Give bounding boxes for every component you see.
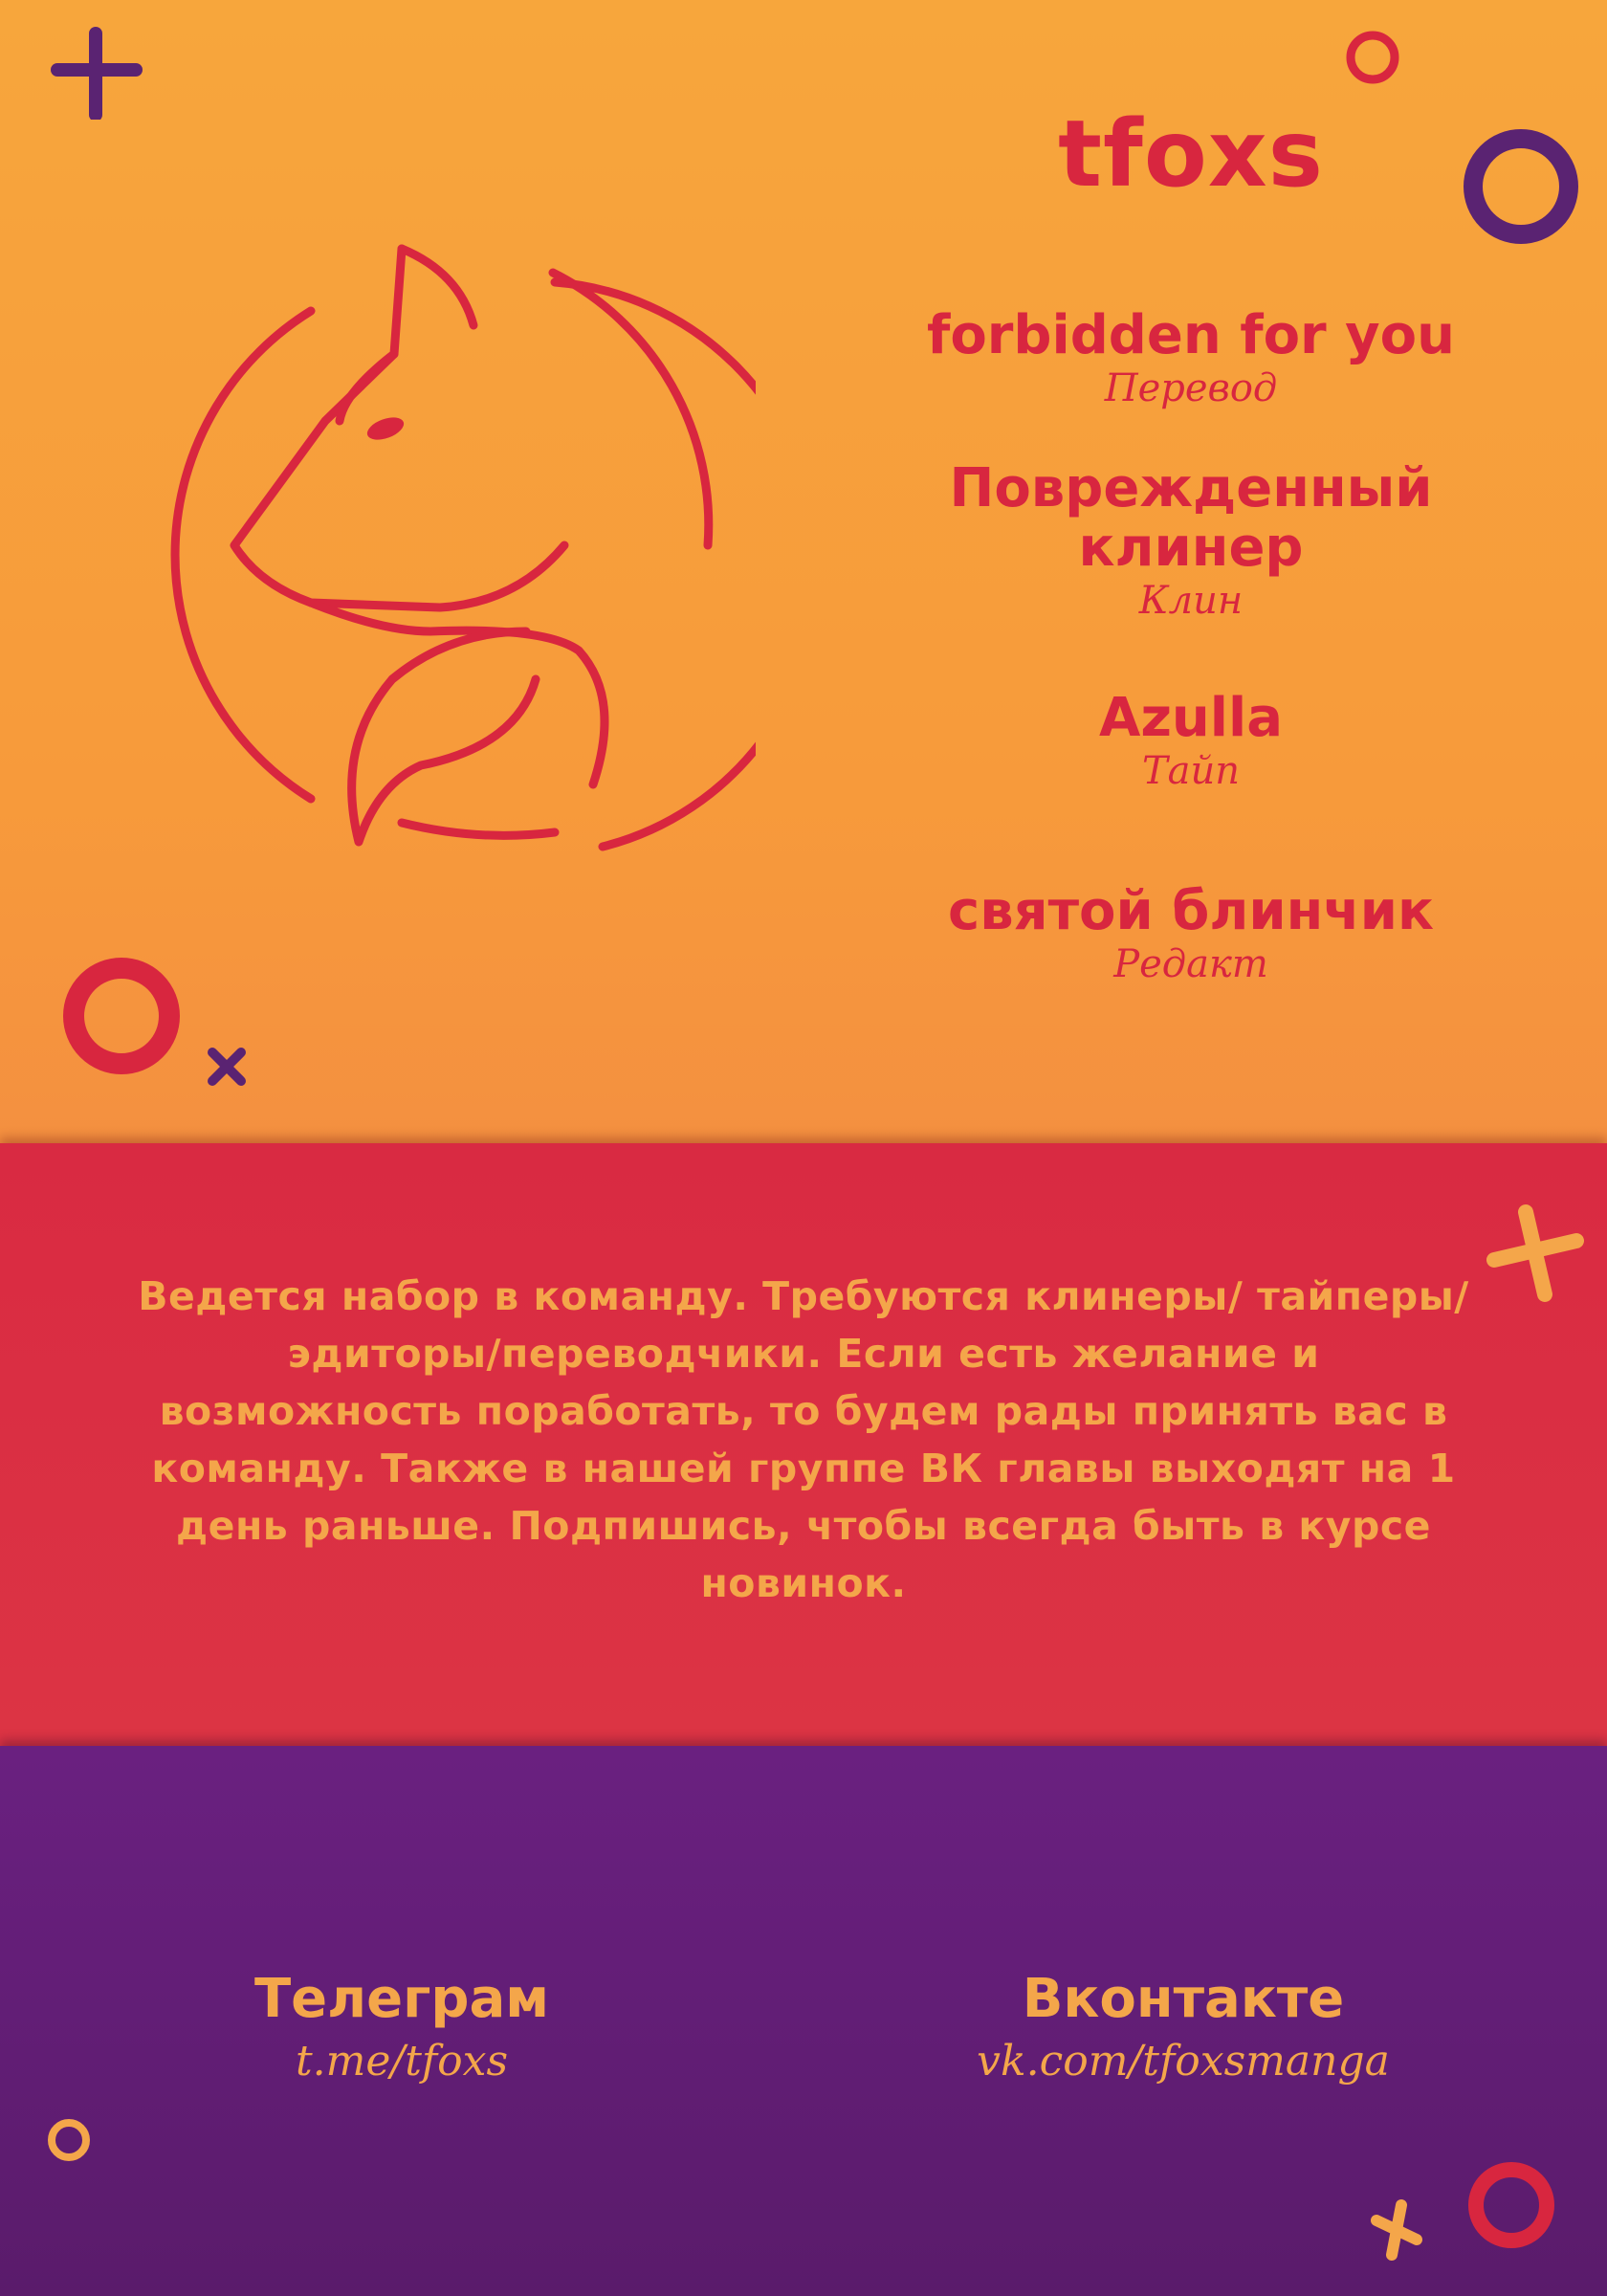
telegram-link[interactable]: t.me/tfoxs <box>295 2037 509 2086</box>
credit-typer <box>904 689 1478 794</box>
credit-role: Редакт <box>1113 942 1268 986</box>
credit-role: Клин <box>1138 579 1244 623</box>
cross-icon <box>1363 2196 1430 2263</box>
ring-icon <box>57 952 187 1081</box>
credit-name: Azulla <box>1099 687 1283 749</box>
credit-name: forbidden for you <box>926 304 1456 366</box>
vk-title: Вконтакте <box>1022 1968 1345 2030</box>
credit-role: Тайп <box>1141 749 1241 793</box>
cross-icon <box>203 1043 251 1091</box>
vk-block[interactable] <box>896 1966 1470 2090</box>
ring-icon <box>1459 2152 1564 2258</box>
telegram-block[interactable] <box>115 1966 689 2090</box>
credit-name: святой блинчик <box>948 880 1434 942</box>
credit-name: Поврежденный клинер <box>949 457 1433 579</box>
fox-logo-icon <box>143 230 756 899</box>
vk-link[interactable]: vk.com/tfoxsmanga <box>977 2037 1390 2086</box>
recruitment-text: Ведется набор в команду. Требуются клинеры/ тайперы/эдиторы/переводчики. Если есть желание и возможность поработать, то будем рады принять вас в команду. Также в нашей группе ВК главы выходят на 1 день раньше. Подпишись, чтобы всегда быть в курсе новинок. <box>138 1273 1469 1606</box>
ring-icon <box>43 2114 96 2167</box>
credit-editor <box>904 882 1478 987</box>
ring-icon <box>1344 29 1401 86</box>
credit-cleaner <box>942 459 1440 624</box>
credit-role: Перевод <box>1104 366 1278 410</box>
plus-icon <box>1483 1201 1588 1306</box>
credits-section <box>0 0 1607 1143</box>
plus-icon <box>48 24 143 120</box>
brand-title: tfoxs <box>1058 100 1324 208</box>
telegram-title: Телеграм <box>253 1968 550 2030</box>
credit-translator <box>904 306 1478 411</box>
